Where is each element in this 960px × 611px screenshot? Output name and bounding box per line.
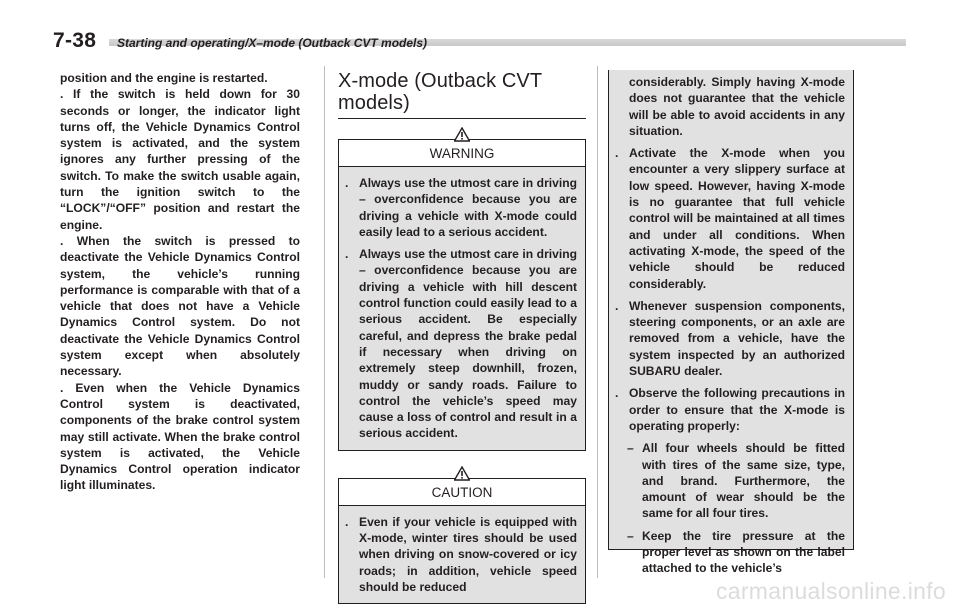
page-number: 7-38: [53, 29, 97, 52]
warning-item: Always use the utmost care in driving – overconfidence because you are driving a vehicle with hill descent control function could easily lead to a serious accident. Be especially careful, and depress the brake pedal if necessary when driving on extremely steep downhill, frozen, muddy or sandy roads. Failure to control the vehicle’s speed may cause a loss of control and result in a serious accident.: [359, 247, 577, 441]
paragraph-brake-control: . Even when the Vehicle Dynamics Control system is deactivated, components of the brake control system may still activate. When the brake control system is activated, the Vehicle Dynamics Control operation indicator light illuminates.: [60, 380, 300, 493]
sub-list-item: [627, 528, 845, 577]
page-header: [0, 0, 960, 56]
bullet-mark: .: [615, 146, 619, 161]
bullet-mark: .: [615, 386, 619, 401]
watermark: carmanualsonline.info: [715, 578, 946, 604]
caution-body: [338, 506, 586, 604]
list-item: [613, 74, 845, 139]
caution-icon: [454, 466, 470, 481]
warning-item: Always use the utmost care in driving – overconfidence because you are driving a vehicle with X-mode could easily lead to a serious accident.: [359, 176, 577, 239]
warning-body: [338, 167, 586, 451]
list-item: [613, 385, 845, 434]
dash-mark: –: [627, 528, 634, 543]
caution-header: [338, 478, 586, 506]
paragraph-deactivate: . When the switch is pressed to deactivate the Vehicle Dynamics Control system, the vehicle’s running performance is comparable with that of a vehicle that does not have a Vehicle Dynamics Control system. Do not deactivate the Vehicle Dynamics Control system except when absolutely necessary.: [60, 233, 300, 379]
bullet-mark: .: [345, 247, 349, 262]
caution-sub-item: All four wheels should be fitted with tires of the same size, type, and brand. Furthermore, the amount of wear should be the same for all four tires.: [642, 441, 845, 521]
list-item: [343, 175, 577, 240]
caution-item: Even if your vehicle is equipped with X-mode, winter tires should be used when driving on snow-covered or icy roads; in addition, vehicle speed should be reduced: [359, 514, 577, 594]
list-item: [613, 145, 845, 292]
warning-icon: [454, 127, 470, 142]
paragraph-held-down: . If the switch is held down for 30 seconds or longer, the indicator light turns off, the Vehicle Dynamics Control system is activated, and the system ignores any further pressing of the switch. To make the switch usable again, turn the ignition switch to the “LOCK”/“OFF” position and restart the engine.: [60, 87, 300, 232]
caution-label: CAUTION: [431, 484, 493, 500]
dash-mark: –: [627, 441, 634, 456]
caution-item: Observe the following precautions in order to ensure that the X-mode is operating properly:: [629, 386, 845, 433]
section-title: X-mode (Outback CVT models): [338, 70, 542, 114]
list-item: [343, 514, 577, 595]
column-divider: [324, 66, 325, 578]
warning-label: WARNING: [429, 146, 495, 161]
caution-item: Activate the X-mode when you encounter a very slippery surface at low speed. However, having X-mode is no guarantee that full vehicle control will be maintained at all times and under all conditions. When activating X-mode, the speed of the vehicle should be reduced considerably.: [629, 146, 845, 291]
right-column: [608, 70, 854, 576]
caution-continuation: considerably. Simply having X-mode does not guarantee that the vehicle will be able to avoid accidents in any situation.: [629, 75, 845, 138]
list-item: [343, 246, 577, 442]
bullet-mark: .: [345, 514, 349, 529]
list-item: [613, 298, 845, 379]
bullet-mark: .: [345, 176, 349, 190]
header-title: Starting and operating/X–mode (Outback CVT models): [117, 36, 428, 50]
caution-body-continued: [608, 70, 854, 576]
warning-header: [338, 139, 586, 167]
caution-item: Whenever suspension components, steering components, or an axle are removed from a vehicle, have the system inspected by an authorized SUBARU dealer.: [629, 298, 845, 379]
sub-list-item: [627, 440, 845, 521]
column-divider: [597, 66, 598, 578]
title-rule: [338, 118, 586, 119]
caution-sub-item: Keep the tire pressure at the proper level as shown on the label attached to the vehicle’s: [642, 528, 845, 576]
bullet-mark: .: [615, 298, 619, 313]
left-column: [60, 70, 300, 494]
middle-column: [338, 70, 586, 604]
paragraph-continuation: position and the engine is restarted.: [60, 71, 268, 85]
